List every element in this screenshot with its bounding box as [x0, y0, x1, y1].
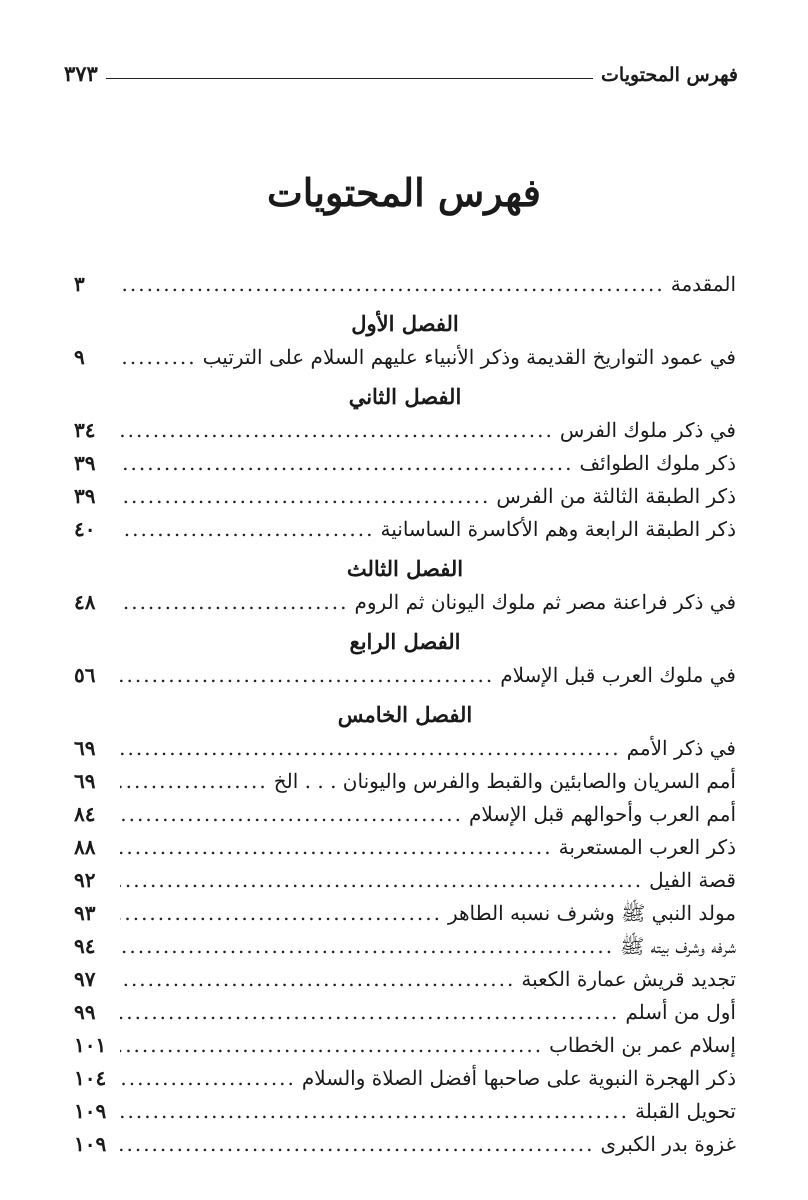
dot-leader — [120, 268, 665, 301]
toc-entry-label: شرفه وشرف بيته ﷺ — [620, 934, 736, 958]
toc-entry-page: ٩ — [74, 345, 85, 369]
toc-entry-label: في عمود التواريخ القديمة وذكر الأنبياء عليهم السلام على الترتيب — [202, 345, 736, 369]
dot-leader — [120, 732, 621, 765]
toc-entry[interactable] — [74, 1062, 736, 1095]
dot-leader — [120, 831, 553, 864]
table-of-contents — [74, 268, 736, 1161]
toc-entry-page: ٨٤ — [74, 802, 96, 826]
dot-leader — [120, 963, 515, 996]
toc-entry-page: ٩٩ — [74, 1000, 96, 1024]
dot-leader — [120, 798, 463, 831]
toc-entry[interactable] — [74, 586, 736, 619]
dot-leader — [120, 996, 619, 1029]
toc-entry[interactable] — [74, 447, 736, 480]
toc-entry-label: ذكر ملوك الطوائف — [579, 451, 736, 475]
toc-entry[interactable] — [74, 1128, 736, 1161]
toc-entry-page: ٩٧ — [74, 967, 96, 991]
toc-entry-page: ٥٦ — [74, 663, 96, 687]
toc-entry-page: ٩٢ — [74, 868, 96, 892]
chapter-heading-1: الفصل الأول — [351, 311, 459, 336]
dot-leader — [120, 864, 643, 897]
toc-entry[interactable] — [74, 1095, 736, 1128]
toc-entry-label: في ملوك العرب قبل الإسلام — [500, 663, 736, 687]
toc-entry-page: ٣٩ — [74, 451, 96, 475]
toc-entry-page: ٣٤ — [74, 418, 96, 442]
dot-leader — [120, 586, 349, 619]
toc-entry-label: تحويل القبلة — [634, 1099, 736, 1123]
dot-leader — [120, 1029, 543, 1062]
toc-entry-label: إسلام عمر بن الخطاب — [549, 1033, 736, 1057]
dot-leader — [120, 930, 614, 963]
toc-entry-label: ذكر الطبقة الرابعة وهم الأكاسرة الساسانية — [380, 517, 736, 541]
toc-entry-label: أمم السريان والصابئين والقبط والفرس واليونان . . . الخ — [273, 769, 736, 793]
toc-entry-label: مولد النبي ﷺ وشرف نسبه الطاهر — [447, 901, 736, 925]
toc-entry[interactable] — [74, 341, 736, 374]
toc-entry-page: ٩٣ — [74, 901, 96, 925]
toc-entry-label: في ذكر الأمم — [626, 736, 736, 760]
dot-leader — [120, 447, 573, 480]
toc-entry-page: ١٠٩ — [74, 1099, 107, 1123]
toc-entry-label: في ذكر ملوك الفرس — [559, 418, 736, 442]
toc-entry-label: قصة الفيل — [649, 868, 736, 892]
toc-entry-page: ٩٤ — [74, 934, 96, 958]
toc-entry-introduction[interactable] — [74, 268, 736, 301]
toc-entry-page: ٦٩ — [74, 736, 96, 760]
toc-entry-label: المقدمة — [670, 272, 736, 296]
toc-entry[interactable] — [74, 414, 736, 447]
header-rule — [106, 78, 593, 79]
dot-leader — [120, 897, 442, 930]
toc-entry-label: في ذكر فراعنة مصر ثم ملوك اليونان ثم الروم — [354, 590, 736, 614]
dot-leader — [120, 1095, 629, 1128]
toc-entry-page: ٦٩ — [74, 769, 96, 793]
toc-entry-label: ذكر الطبقة الثالثة من الفرس — [496, 484, 736, 508]
toc-entry-label: غزوة بدر الكبرى — [600, 1132, 736, 1156]
dot-leader — [120, 659, 494, 692]
toc-entry-page: ١٠٩ — [74, 1132, 107, 1156]
toc-entry-page: ٤٨ — [74, 590, 96, 614]
toc-entry-page: ٣ — [74, 272, 85, 296]
toc-entry[interactable] — [74, 864, 736, 897]
page-number: ٣٧٣ — [64, 61, 98, 86]
chapter-heading-2: الفصل الثاني — [348, 384, 462, 409]
toc-entry[interactable] — [74, 798, 736, 831]
dot-leader — [120, 765, 268, 798]
toc-entry-label: ذكر الهجرة النبوية على صاحبها أفضل الصلاة والسلام — [301, 1066, 736, 1090]
page-title: فهرس المحتويات — [267, 170, 541, 215]
toc-entry-page: ٤٠ — [74, 517, 96, 541]
toc-entry[interactable] — [74, 897, 736, 930]
toc-entry-label: أول من أسلم — [625, 1000, 736, 1024]
dot-leader — [120, 341, 197, 374]
dot-leader — [120, 414, 554, 447]
dot-leader — [120, 480, 490, 513]
toc-entry[interactable] — [74, 659, 736, 692]
toc-entry-page: ١٠٤ — [74, 1066, 107, 1090]
dot-leader — [120, 1128, 595, 1161]
toc-entry[interactable] — [74, 513, 736, 546]
running-header — [64, 58, 738, 86]
toc-entry[interactable] — [74, 930, 736, 963]
toc-entry-page: ١٠١ — [74, 1033, 107, 1057]
toc-entry-label: تجديد قريش عمارة الكعبة — [521, 967, 736, 991]
toc-entry[interactable] — [74, 765, 736, 798]
toc-entry[interactable] — [74, 480, 736, 513]
toc-entry-page: ٣٩ — [74, 484, 96, 508]
chapter-heading-3: الفصل الثالث — [346, 556, 464, 581]
chapter-heading-4: الفصل الرابع — [349, 629, 461, 654]
dot-leader — [120, 513, 375, 546]
toc-entry[interactable] — [74, 963, 736, 996]
toc-entry[interactable] — [74, 1029, 736, 1062]
toc-entry-label: أمم العرب وأحوالهم قبل الإسلام — [468, 802, 736, 826]
chapter-heading-5: الفصل الخامس — [337, 702, 473, 727]
toc-entry[interactable] — [74, 831, 736, 864]
toc-entry-page: ٨٨ — [74, 835, 96, 859]
toc-entry-label: ذكر العرب المستعربة — [558, 835, 736, 859]
dot-leader — [120, 1062, 296, 1095]
running-header-title: فهرس المحتويات — [601, 64, 738, 86]
toc-entry[interactable] — [74, 996, 736, 1029]
toc-entry[interactable] — [74, 732, 736, 765]
